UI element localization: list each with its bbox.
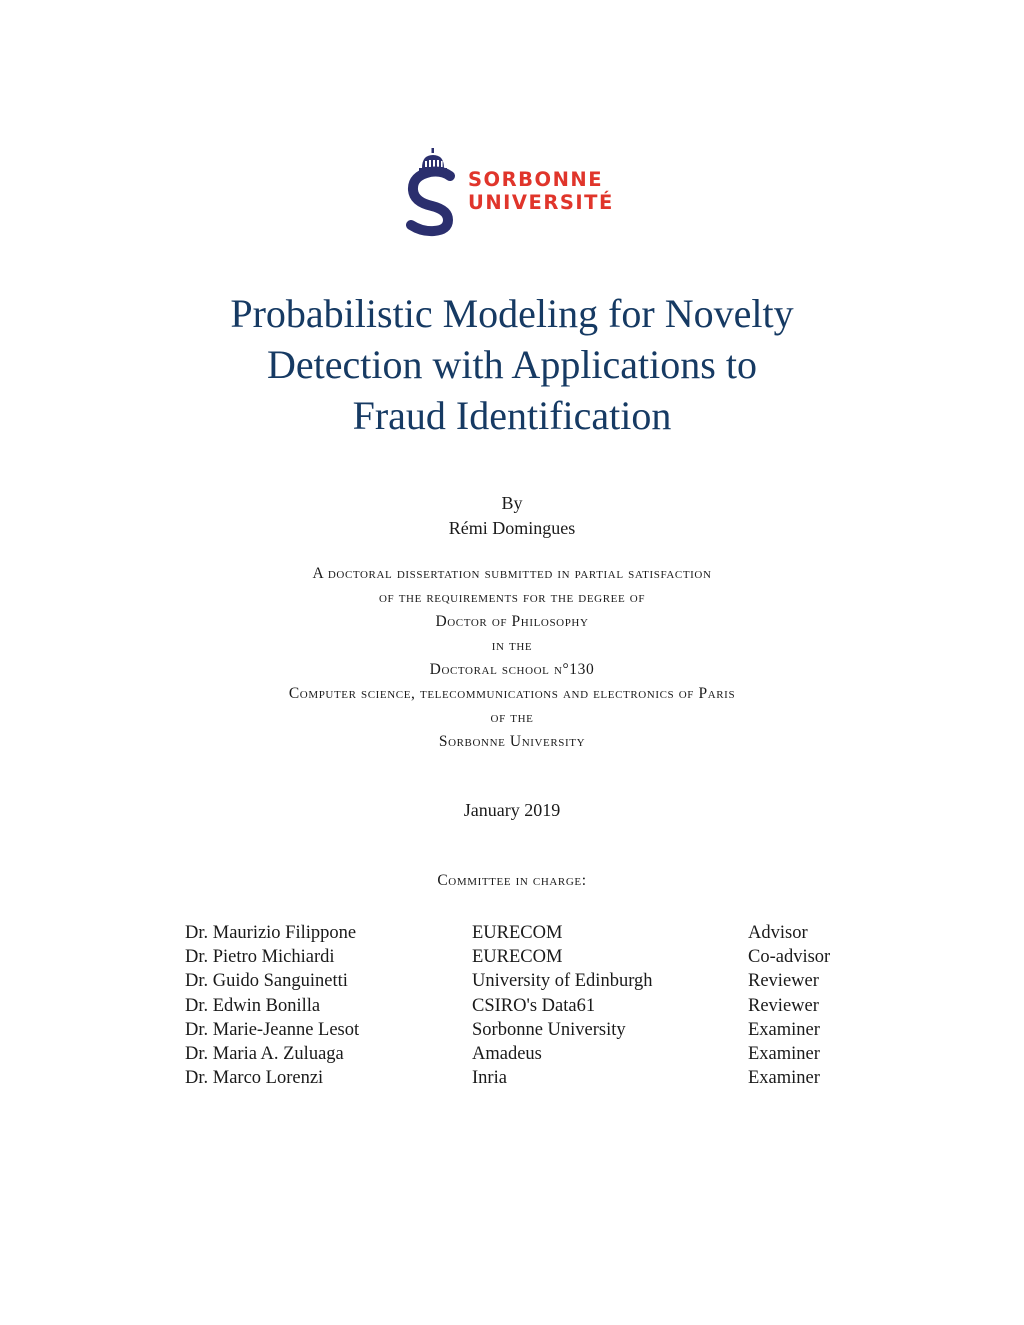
member-institution: Amadeus [472,1044,542,1065]
title-line-2: Detection with Applications to [267,342,757,387]
logo-text-sorbonne: SORBONNE [468,168,604,191]
member-institution: Inria [472,1068,507,1089]
member-role: Reviewer [748,995,819,1016]
statement-line: Computer science, telecommunications and electronics of Paris [288,685,736,702]
member-role: Reviewer [748,971,819,992]
member-institution: EURECOM [472,923,563,943]
member-role: Advisor [748,923,808,943]
statement-line: Doctor of Philosophy [435,613,589,630]
statement-line: Sorbonne University [438,733,586,750]
member-name: Dr. Guido Sanguinetti [185,971,348,992]
table-row [185,969,830,993]
statement-line: Doctoral school n°130 [429,661,595,678]
submission-date: January 2019 [463,800,561,820]
statement-line: A doctoral dissertation submitted in partial satisfaction [312,565,712,582]
thesis-title [0,288,1024,441]
title-line-1: Probabilistic Modeling for Novelty [230,291,794,336]
member-institution: EURECOM [472,947,563,968]
sorbonne-logo [406,148,621,238]
title-line-3: Fraud Identification [352,393,672,438]
member-institution: University of Edinburgh [472,971,653,992]
member-name: Dr. Maurizio Filippone [185,923,357,943]
member-role: Co-advisor [748,947,831,968]
member-role: Examiner [748,1044,820,1065]
author-name: Rémi Domingues [448,518,576,538]
statement-line: in the [491,637,533,654]
member-name: Dr. Maria A. Zuluaga [185,1044,344,1065]
table-row [185,945,830,969]
logo-text-universite: UNIVERSITÉ [468,191,614,214]
table-row [185,994,830,1018]
sorbonne-emblem-icon [406,148,466,238]
table-row [185,921,830,945]
member-role: Examiner [748,1068,820,1089]
committee-heading: Committee in charge: [437,872,587,889]
committee-table [185,921,830,1090]
by-label: By [501,493,523,513]
table-row [185,1066,830,1090]
member-institution: Sorbonne University [472,1019,626,1040]
member-role: Examiner [748,1019,820,1040]
dissertation-statement [0,562,1024,754]
member-name: Dr. Edwin Bonilla [185,995,321,1016]
member-name: Dr. Marie-Jeanne Lesot [185,1019,360,1040]
statement-line: of the [490,709,534,726]
member-institution: CSIRO's Data61 [472,995,596,1016]
table-row [185,1018,830,1042]
table-row [185,1042,830,1066]
member-name: Dr. Pietro Michiardi [185,947,335,968]
member-name: Dr. Marco Lorenzi [185,1068,324,1089]
statement-line: of the requirements for the degree of [378,589,646,606]
